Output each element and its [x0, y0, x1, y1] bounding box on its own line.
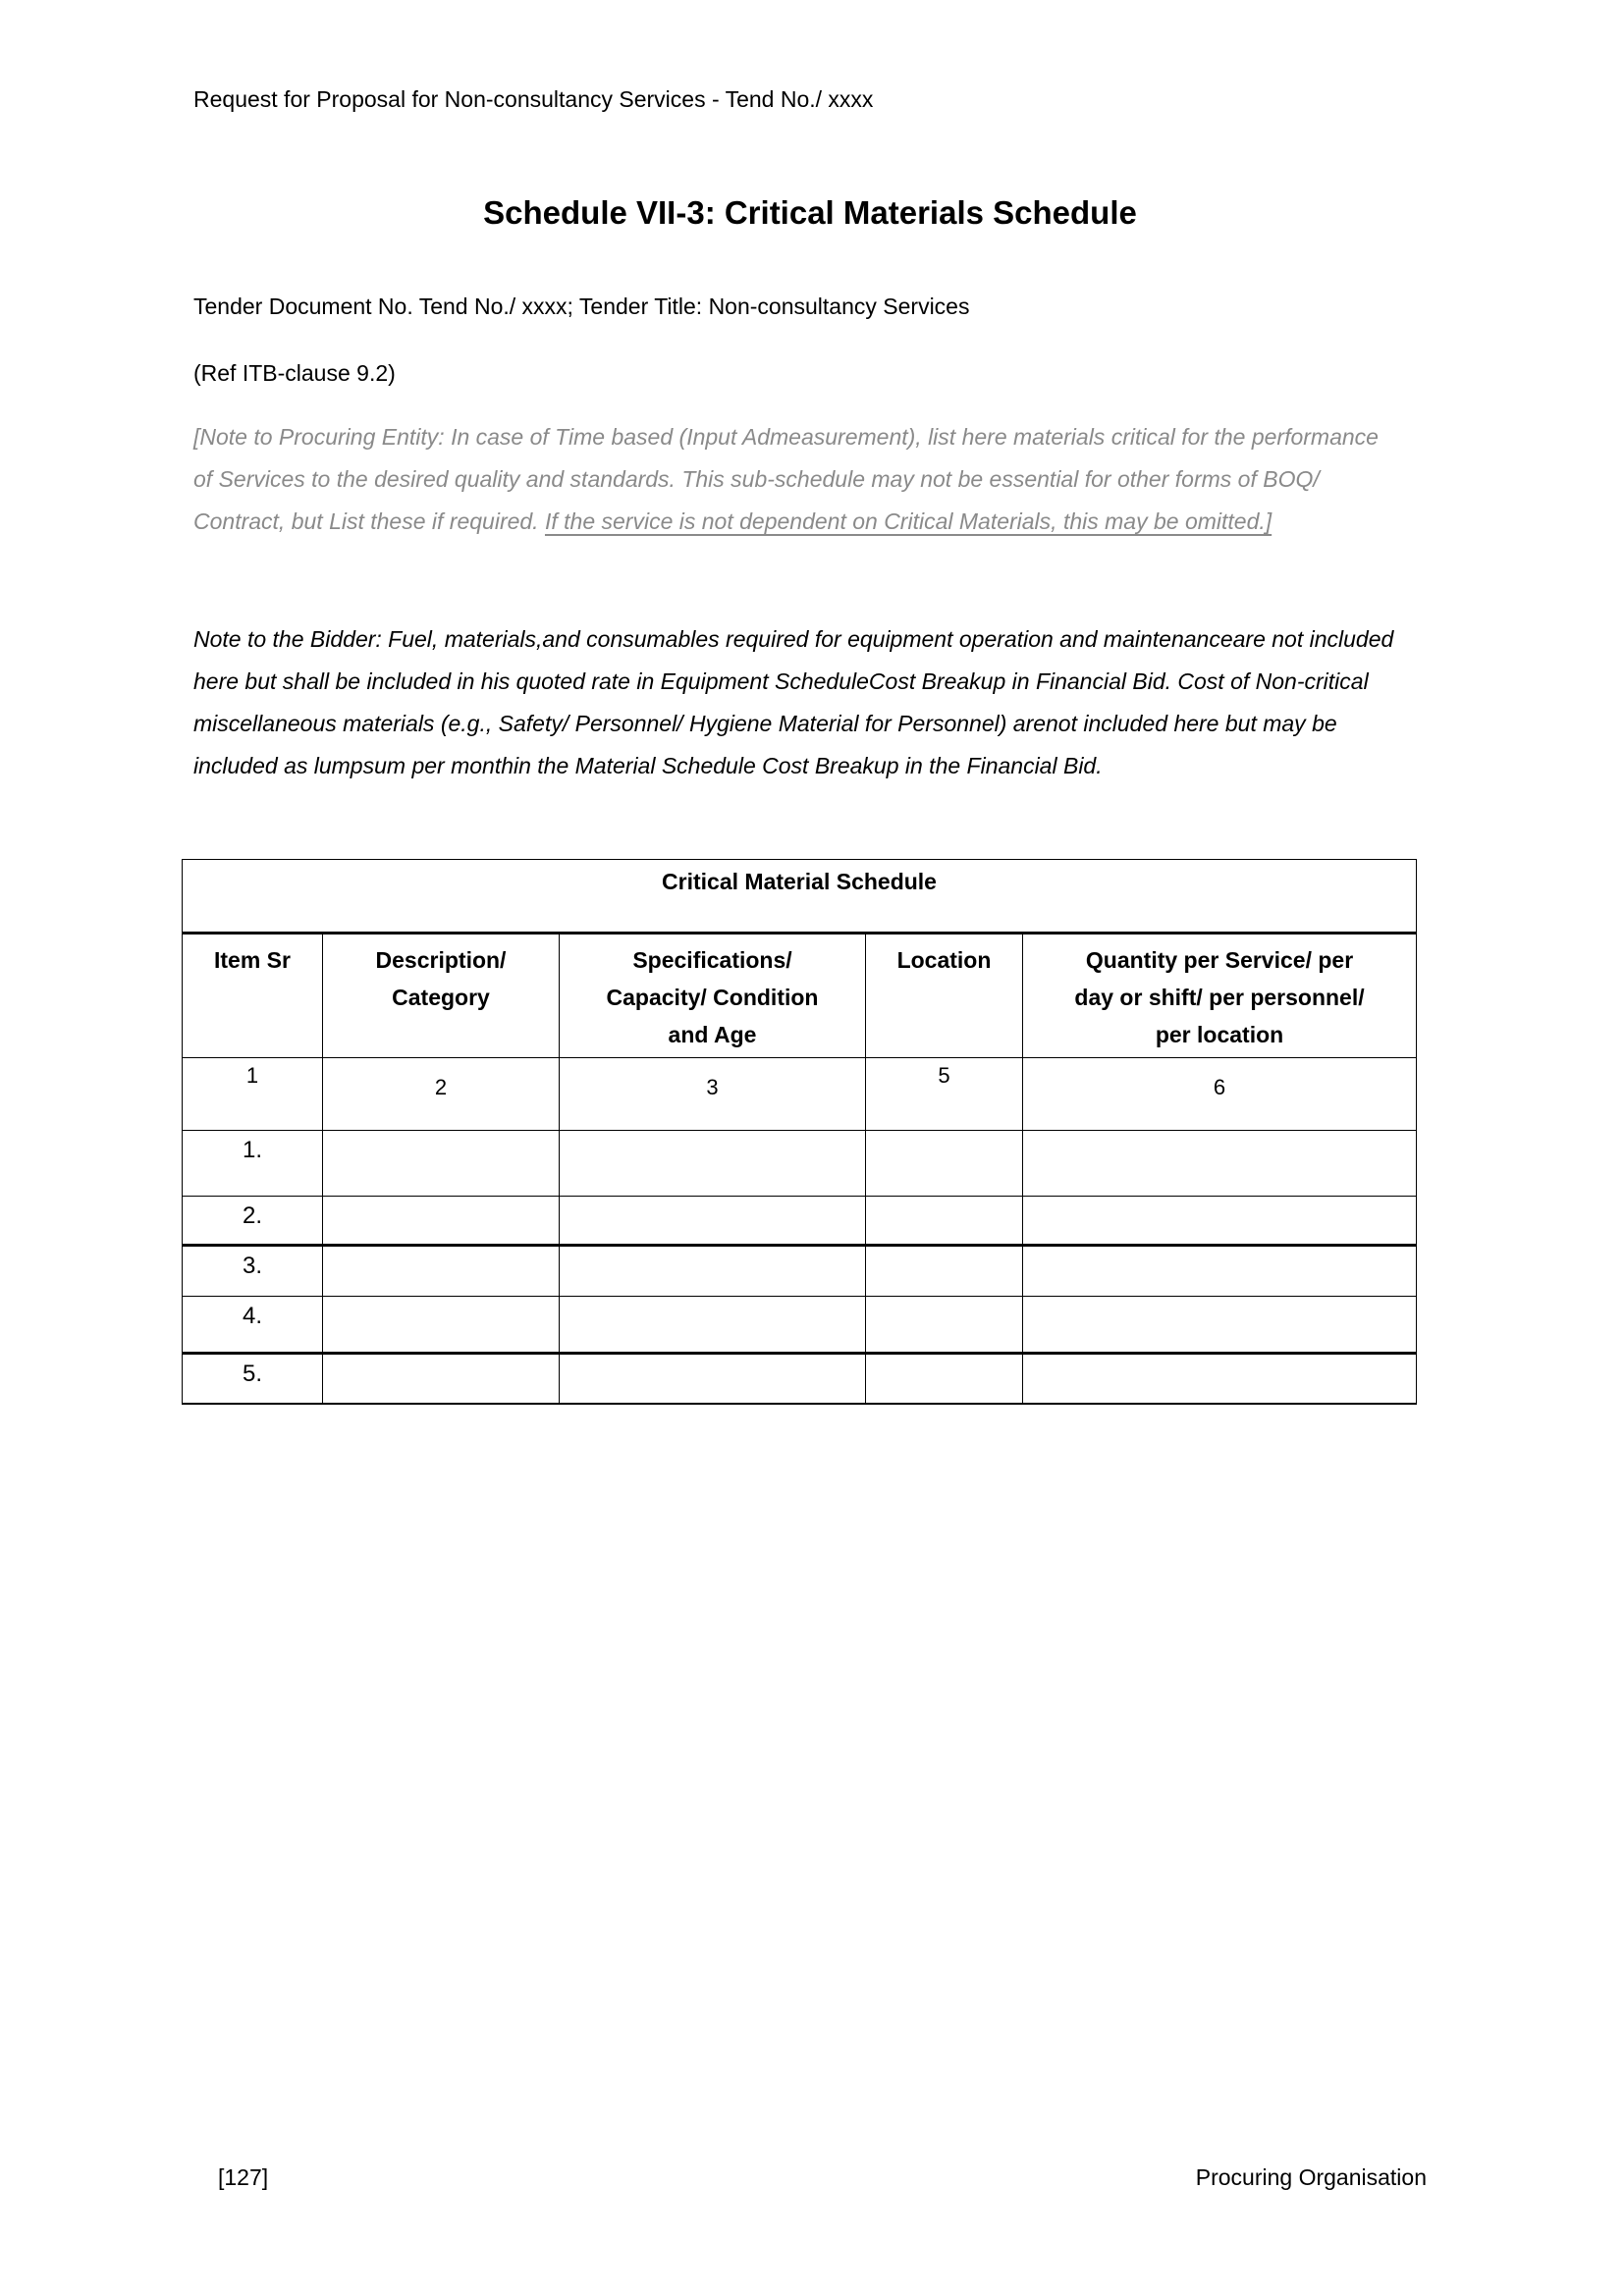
column-number-6: 6	[1023, 1058, 1417, 1131]
page-title: Schedule VII-3: Critical Materials Schedule	[483, 194, 1137, 231]
table-row	[183, 1197, 1417, 1246]
table-row	[183, 1354, 1417, 1405]
quantity-cell	[1023, 1246, 1417, 1297]
column-number-2: 2	[323, 1058, 560, 1131]
header-item-sr	[183, 934, 323, 1058]
description-cell	[323, 1354, 560, 1405]
item-sr-cell: 4.	[183, 1297, 323, 1354]
bidder-note: Note to the Bidder: Fuel, materials,and consumables required for equipment operation and maintenanceare not included here but shall be included in his quoted rate in Equipment ScheduleCost Breakup in Financial Bid. Cost of Non-critical miscellaneous materials (e.g., Safety/ Personnel/ Hygiene Material for Personnel) arenot included here but may be included as lumpsum per monthin the Material Schedule Cost Breakup in the Financial Bid.	[193, 626, 1394, 778]
procuring-entity-note-text: [Note to Procuring Entity: In case of Time based (Input Admeasurement), list here materials critical for the performance of Services to the desired quality and standards. This sub-schedule may not be essential for other forms of BOQ/ Contract, but List these if required.	[193, 424, 1379, 534]
quantity-cell	[1023, 1197, 1417, 1246]
table-row	[183, 1131, 1417, 1197]
procuring-entity-note-underlined-text: If the service is not dependent on Critical Materials, this may be omitted.]	[544, 508, 1272, 534]
header-line: Description/	[375, 947, 507, 973]
specifications-cell	[560, 1354, 866, 1405]
quantity-cell	[1023, 1297, 1417, 1354]
location-cell	[866, 1354, 1023, 1405]
header-line: Location	[896, 947, 992, 973]
quantity-cell	[1023, 1354, 1417, 1405]
header-quantity	[1023, 934, 1417, 1058]
footer-organisation: Procuring Organisation	[1195, 2164, 1427, 2190]
location-cell	[866, 1297, 1023, 1354]
header-line: day or shift/ per personnel/	[1074, 985, 1365, 1010]
tender-document-line: Tender Document No. Tend No./ xxxx; Tender Title: Non-consultancy Services	[193, 294, 970, 319]
table-row	[183, 1246, 1417, 1297]
table-row	[183, 1297, 1417, 1354]
column-number-3: 3	[560, 1058, 866, 1131]
table-header-row	[183, 934, 1417, 1058]
header-line: per location	[1155, 1022, 1284, 1047]
description-cell	[323, 1131, 560, 1197]
location-cell	[866, 1197, 1023, 1246]
column-numbers-row	[183, 1058, 1417, 1131]
quantity-cell	[1023, 1131, 1417, 1197]
procuring-entity-note	[193, 416, 1403, 543]
table-title-row	[183, 860, 1417, 934]
header-line: Capacity/ Condition	[606, 985, 819, 1010]
specifications-cell	[560, 1246, 866, 1297]
header-line: Category	[392, 985, 490, 1010]
item-sr-cell: 2.	[183, 1197, 323, 1246]
header-description-category	[323, 934, 560, 1058]
page-footer	[193, 2164, 1427, 2191]
item-sr-cell: 3.	[183, 1246, 323, 1297]
header-location	[866, 934, 1023, 1058]
column-number-1: 1	[183, 1058, 323, 1131]
page-number: [127]	[218, 2164, 269, 2190]
header-line: Item Sr	[214, 947, 291, 973]
header-line: and Age	[668, 1022, 757, 1047]
specifications-cell	[560, 1197, 866, 1246]
description-cell	[323, 1197, 560, 1246]
table-title: Critical Material Schedule	[183, 860, 1417, 934]
description-cell	[323, 1297, 560, 1354]
description-cell	[323, 1246, 560, 1297]
itb-clause-reference: (Ref ITB-clause 9.2)	[193, 360, 396, 386]
item-sr-cell: 5.	[183, 1354, 323, 1405]
header-specifications	[560, 934, 866, 1058]
header-line: Specifications/	[632, 947, 792, 973]
running-header: Request for Proposal for Non-consultancy Services - Tend No./ xxxx	[193, 86, 874, 112]
item-sr-cell: 1.	[183, 1131, 323, 1197]
specifications-cell	[560, 1297, 866, 1354]
critical-material-schedule-table	[182, 859, 1417, 1405]
location-cell	[866, 1131, 1023, 1197]
header-line: Quantity per Service/ per	[1085, 947, 1354, 973]
specifications-cell	[560, 1131, 866, 1197]
location-cell	[866, 1246, 1023, 1297]
column-number-5: 5	[866, 1058, 1023, 1131]
